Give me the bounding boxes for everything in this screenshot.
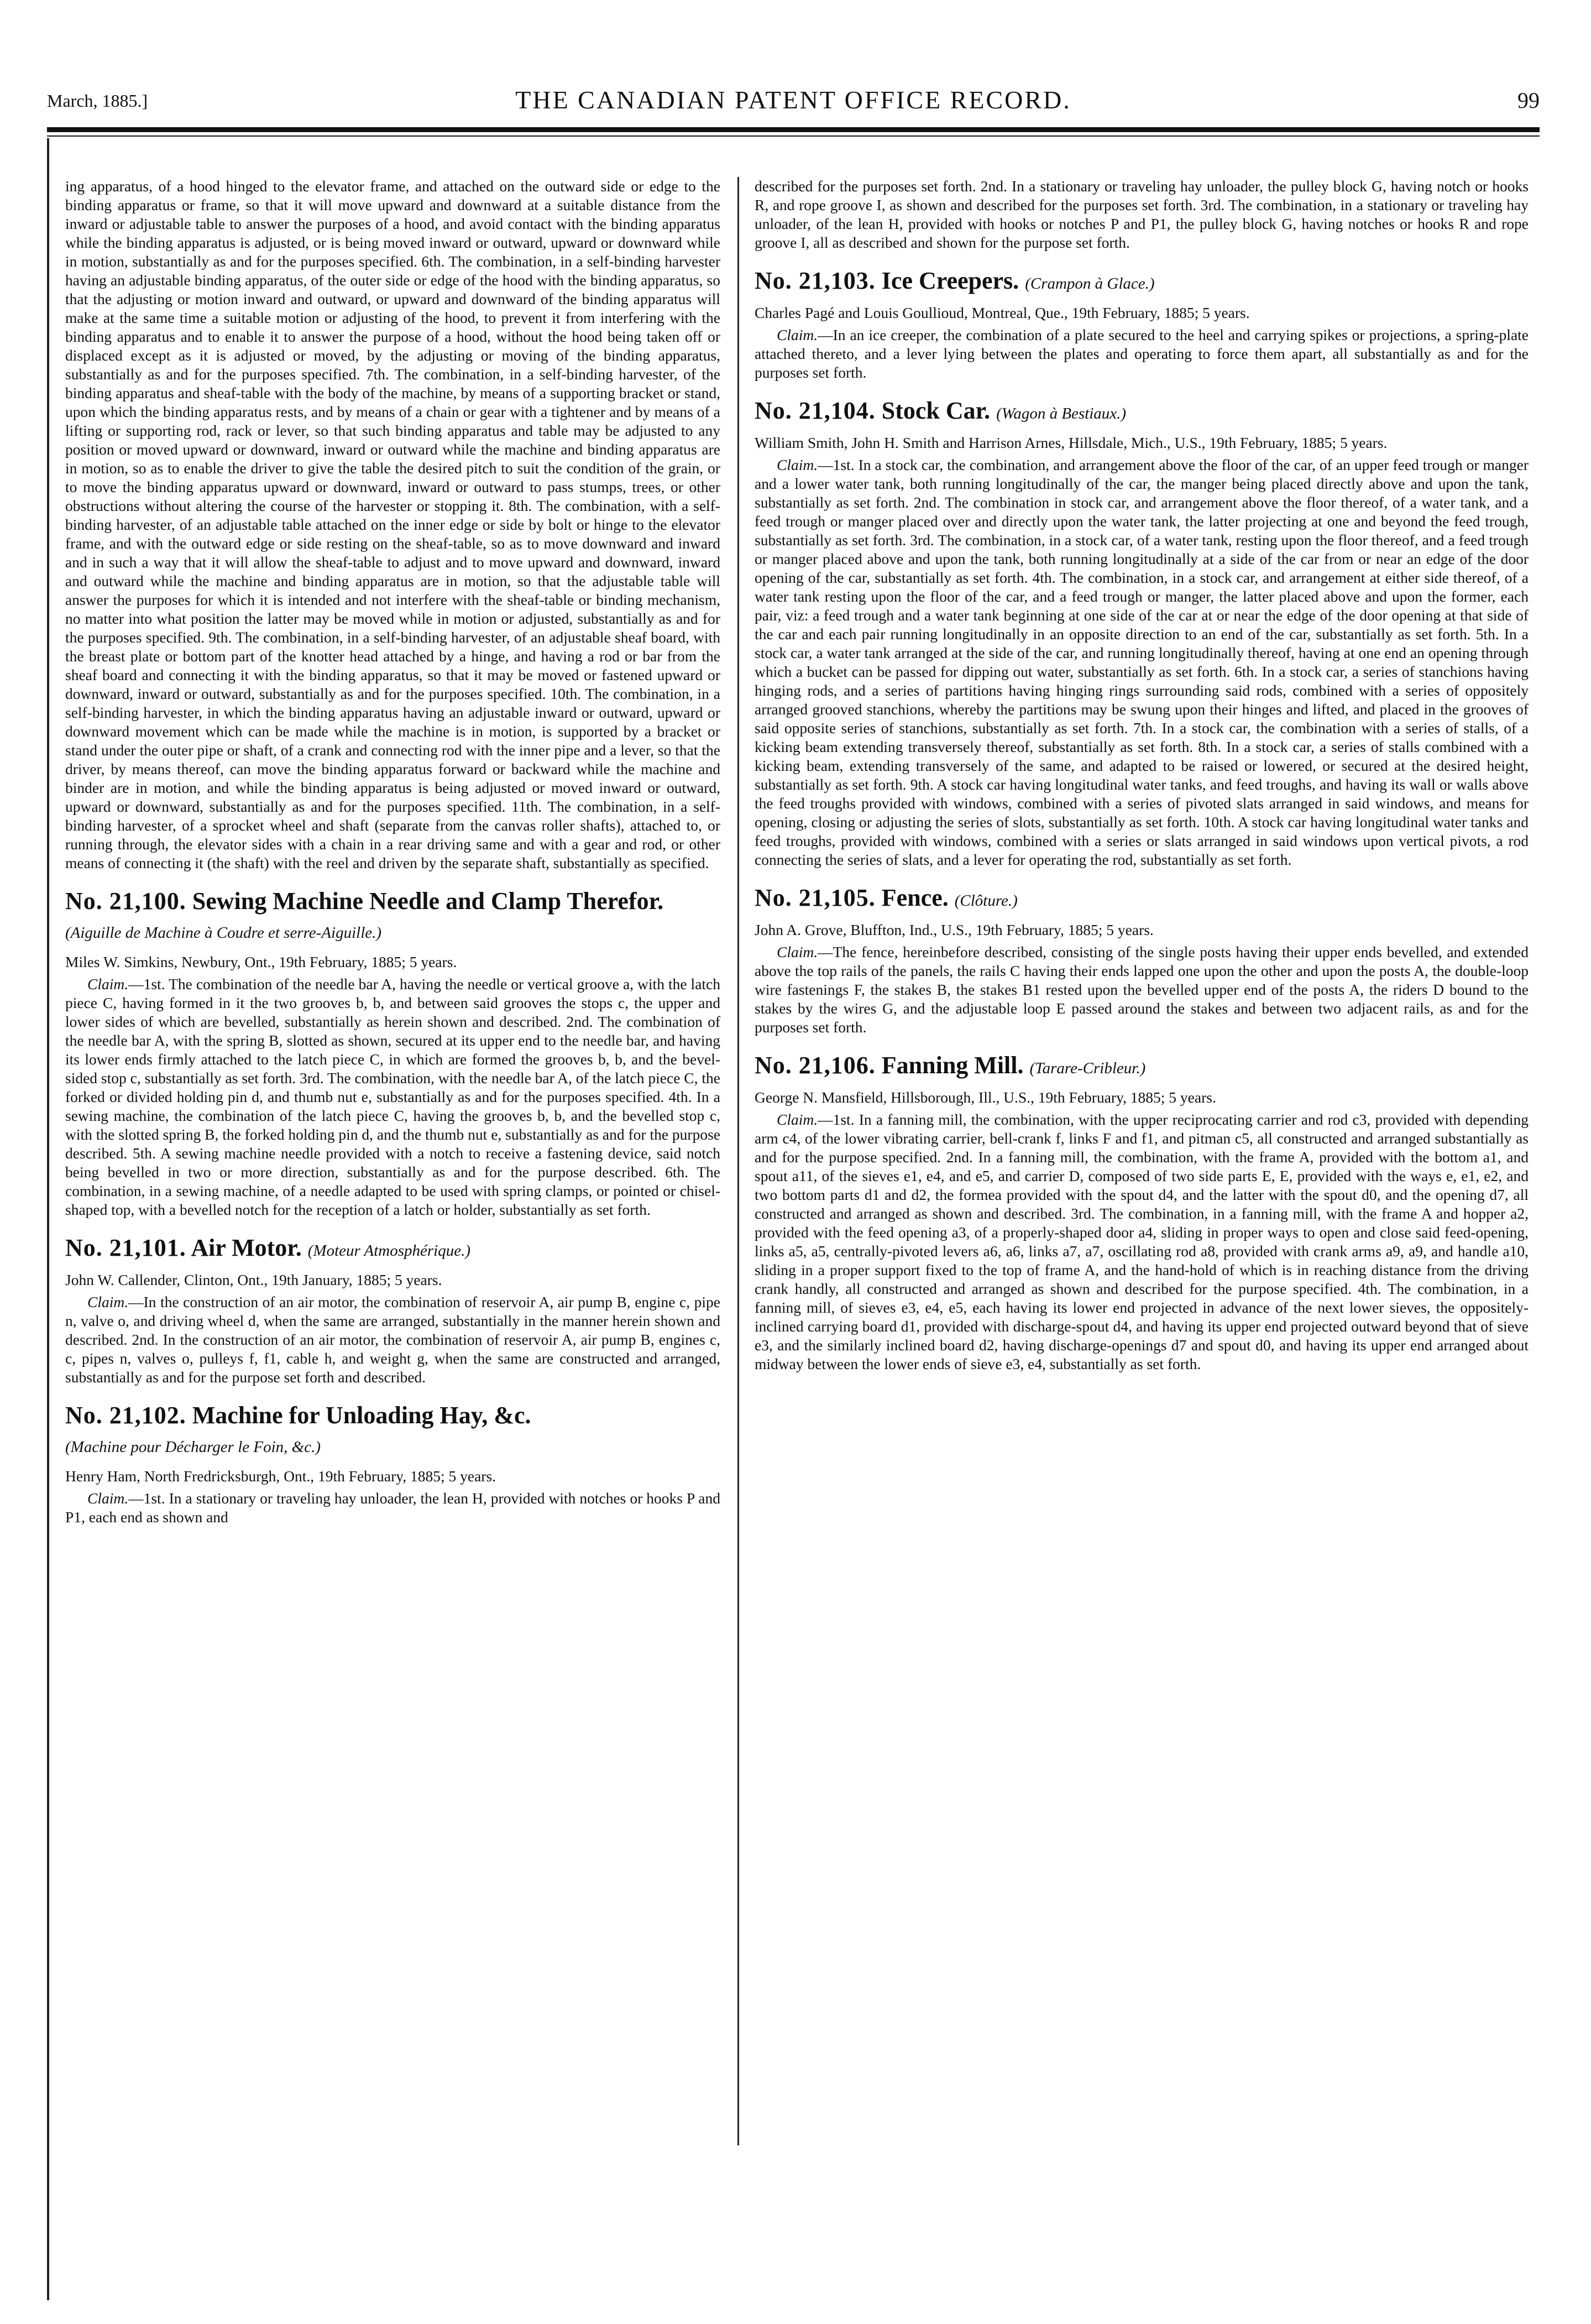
patent-title: Stock Car. <box>881 397 991 424</box>
claim-body: —1st. The combination of the needle bar A, having the needle or vertical groove a, with the latch piece C, having formed in it the two grooves b, b, and between said grooves the stops c, the upper and lower sides of which are bevelled, substantially as herein shown and described. 2nd. The combination of the needle bar A, with the spring B, slotted as shown, secured at its upper end to the needle bar, and having its lower ends firmly attached to the latch piece C, in which are formed the grooves b, b, and the bevel-sided stop c, substantially as set forth. 3rd. The combination, with the needle bar A, of the latch piece C, the forked or divided holding pin d, and thumb nut e, substantially as and for the purposes specified. 4th. In a sewing machine, the combination of the latch piece C, having the grooves b, b, and the bevelled stop c, with the slotted spring B, the forked holding pin d, and the thumb nut e, substantially as and for the purpose described. 5th. A sewing machine needle provided with a notch to receive a fastening device, said notch being bevelled in two or more direction, substantially as and for the purpose described. 6th. The combination, in a sewing machine, of a needle adapted to be used with spring clamps, or pointed or chisel-shaped top, with a bevelled notch for the reception of a latch or holder, substantially as set forth. <box>65 975 720 1218</box>
running-head <box>47 83 1540 122</box>
french-title: (Moteur Atmosphérique.) <box>307 1242 471 1260</box>
inventor-line: Charles Pagé and Louis Goullioud, Montreal, Que., 19th February, 1885; 5 years. <box>755 304 1250 321</box>
page-number: 99 <box>1517 88 1540 113</box>
french-title: (Machine pour Décharger le Foin, &c.) <box>65 1438 321 1456</box>
patent-entry <box>755 267 1529 382</box>
claim-body: —In an ice creeper, the combination of a plate secured to the heel and carrying spikes or projections, a spring-plate attached thereto, and a lever lying between the plates and operating to force them apart, all substantially as and for the purposes set forth. <box>755 326 1529 381</box>
claim-body: —In the construction of an air motor, the combination of reservoir A, air pump B, engine c, pipe n, valve o, and driving wheel d, when the same are arranged, substantially in the manner herein shown and described. 2nd. In the construction of an air motor, the combination of reservoir A, air pump B, engines c, c, pipes n, valves o, pulleys f, f1, cable h, and weight g, when the same are constructed and arranged, substantially as and for the purpose set forth and described. <box>65 1293 720 1386</box>
patent-number: No. 21,102. <box>65 1402 186 1429</box>
claim-text <box>65 1293 720 1387</box>
patent-heading <box>755 884 1529 915</box>
patent-entry <box>755 1051 1529 1373</box>
patent-title: Machine for Unloading Hay, &c. <box>192 1402 531 1429</box>
left-column <box>65 177 720 1527</box>
inventor-line: John W. Callender, Clinton, Ont., 19th January, 1885; 5 years. <box>65 1271 442 1288</box>
inventor-line: William Smith, John H. Smith and Harrison Arnes, Hillsdale, Mich., U.S., 19th February, 1885; 5 years. <box>755 434 1388 451</box>
patent-entry <box>65 1234 720 1387</box>
claim-text <box>65 1489 720 1527</box>
header-rule-thin <box>47 135 1540 137</box>
claim-text <box>755 456 1529 869</box>
claim-body: —1st. In a stock car, the combination, and arrangement above the floor of the car, of an upper feed trough or manger and a lower water tank, both running longitudinally of the car, the manger being placed directly above and upon the tank, substantially as set forth. 2nd. The combination in stock car, and arrangement above the floor thereof, of a water tank, and a feed trough or manger placed over and directly upon the water tank, the latter projecting at one and beyond the feed trough, substantially as set forth. 3rd. The combination, in a stock car, of a water tank, resting upon the floor thereof, and a feed trough or manger placed above and upon the tank, both running longitudinally at a side of the car from or near an edge of the door opening of the car, substantially as set forth. 4th. The combination, in a stock car, and arrangement at either side thereof, of a water tank resting upon the floor of the car, and a feed trough or manger, the latter placed above and upon the former, each pair, viz: a feed trough and a water tank beginning at one side of the car at or near the edge of the door opening at that side of the car and each pair running longitudinally in an opposite direction to an end of the car, substantially as set forth. 5th. In a stock car, a water tank arranged at the side of the car, and running longitudinally thereof, having at one end an opening through which a bucket can be passed for dipping out water, substantially as set forth. 6th. In a stock car, a series of stanchions having hinging rods, and a series of partitions having hinging rings surrounding said rods, combined with a series of oppositely arranged grooved stanchions, whereby the partitions may be swung upon their hinges and lifted, and placed in the grooves of said opposite series of stanchions, substantially as set forth. 7th. In a stock car, the combination with a series of stalls, of a kicking beam extending transversely thereof, substantially as set forth. 8th. In a stock car, a series of stalls combined with a kicking beam, extending transversely of the same, and adapted to be raised or lowered, or secured at the desired height, substantially as set forth. 9th. A stock car having longitudinal water tanks, and feed troughs, and having its wall or walls above the feed troughs provided with windows, combined with a series of pivoted slats arranged in said windows, and means for opening, closing or adjusting the series of slots, substantially as set forth. 10th. A stock car having longitudinal water tanks and feed troughs, provided with windows, combined with a series or slats arranged in said windows upon vertical pivots, a rod connecting the series of slats, and a lever for operating the rod, substantially as set forth. <box>755 456 1529 868</box>
patent-title: Sewing Machine Needle and Clamp Therefor. <box>192 887 664 915</box>
inventor-line: George N. Mansfield, Hillsborough, Ill., U.S., 19th February, 1885; 5 years. <box>755 1089 1216 1106</box>
continued-claim-text: ing apparatus, of a hood hinged to the elevator frame, and attached on the outward side or edge to the binding apparatus or frame, so that it will move upward and downward at a suitable distance from the inward or adjustable table to answer the purposes of a hood, and avoid contact with the binding apparatus while the binding apparatus is adjusted, or is being moved inward or outward, upward or downward while in motion, substantially as and for the purposes specified. 6th. The combination, in a self-binding harvester having an adjustable binding apparatus, of the outer side or edge of the hood with the binding apparatus, so that the adjusting or motion inward and outward, or upward and downward of the binding apparatus will make at the same time a suitable motion or adjusting of the hood, to prevent it from interfering with the binding apparatus and to enable it to answer the purpose of a hood, without the hood being taken off or displaced except as it is adjusted or moved, by the adjusting or moving of the binding apparatus, substantially as and for the purposes specified. 7th. The combination, in a self-binding harvester, of the binding apparatus and sheaf-table with the body of the machine, by means of a supporting bracket or stand, upon which the binding apparatus rests, and by means of a chain or gear with a tightener and by means of a lifting or supporting rod, rack or lever, so that such binding apparatus and table may be adjusted to any position or moved upward or downward, inward or outward while the machine and binding apparatus are in motion, so as to enable the driver to give the table the desired pitch to suit the condition of the grain, or to move the binding apparatus upward or downward, inward or outward to pass stumps, trees, or other obstructions without altering the course of the harvester or stopping it. 8th. The combination, with a self-binding harvester, of an adjustable table attached on the inner edge or side by bolt or hinge to the elevator frame, and with the outward edge or side resting on the sheaf-table, so as to move downward and inward and in such a way that it will allow the sheaf-table to adjust and to move upward and downward, inward and outward while the machine and binding apparatus are in motion, so that the adjustable table will answer the purposes for which it is intended and not interfere with the sheaf-table or binding mechanism, no matter into what position the latter may be moved while in motion or adjusted, substantially as and for the purposes specified. 9th. The combination, in a self-binding harvester, of an adjustable sheaf board, with the breast plate or bottom part of the knotter head attached by a hinge, and having a rod or bar from the sheaf board and connecting it with the binding apparatus, so that it may be moved or fastened upward or downward, inward or outward, substantially as and for the purposes specified. 10th. The combination, in a self-binding harvester, in which the binding apparatus having an adjustable inward or outward, upward or downward movement which can be made while the machine is in motion, is supported by a bracket or stand under the outer pipe or shaft, of a crank and connecting rod with the inner pipe and a lever, so that the driver, by means thereof, can move the binding apparatus forward or backward while the machine and binder are in motion, and while the binding apparatus is being adjusted or moved inward or outward, upward or downward, substantially as and for the purposes specified. 11th. The combination, in a self-binding harvester, of a sprocket wheel and shaft (separate from the canvas roller shafts), attached to, or running through, the elevator sides with a chain in a rear driving same and with a gear and rod, or other means of connecting it (the shaft) with the reel and driven by the separate shaft, substantially as specified. <box>65 177 720 871</box>
patent-number: No. 21,106. <box>755 1052 876 1079</box>
patent-title: Ice Creepers. <box>881 267 1019 294</box>
claim-body: —The fence, hereinbefore described, consisting of the single posts having their upper ends bevelled, and extended above the top rails of the panels, the rails C having their ends lapped one upon the other and upon the posts A, the double-loop wire fastenings F, the stakes B, the stakes B1 rested upon the bevelled upper end of the posts A, the riders D bound to the stakes by the wires G, and the adjustable loop E passed around the stakes and between two adjacent rails, as and for the purposes set forth. <box>755 943 1529 1036</box>
french-title: (Tarare-Cribleur.) <box>1029 1059 1146 1077</box>
patent-heading <box>755 396 1529 428</box>
french-title: (Wagon à Bestiaux.) <box>996 405 1127 422</box>
patent-title: Air Motor. <box>191 1234 302 1261</box>
claim-text <box>65 975 720 1219</box>
french-title: (Crampon à Glace.) <box>1025 275 1155 293</box>
patent-entry <box>755 884 1529 1037</box>
patent-entry <box>65 887 720 1219</box>
claim-label: Claim. <box>777 943 818 960</box>
claim-text <box>755 326 1529 382</box>
inventor-line: Henry Ham, North Fredricksburgh, Ont., 19th February, 1885; 5 years. <box>65 1467 496 1485</box>
patent-heading <box>65 1401 720 1461</box>
journal-title: THE CANADIAN PATENT OFFICE RECORD. <box>515 86 1071 114</box>
continued-claim-text: described for the purposes set forth. 2nd. In a stationary or traveling hay unloader, the pulley block G, having notch or hooks R, and rope groove I, as shown and described for the purposes set forth. 3rd. The combination, in a stationary or traveling hay unloader, of the lean H, provided with hooks or notches P and P1, the pulley block G, having notches or hooks R and rope groove I, all as described and shown for the purpose set forth. <box>755 177 1529 251</box>
claim-label: Claim. <box>87 1293 129 1310</box>
french-title: (Aiguille de Machine à Coudre et serre-Aiguille.) <box>65 924 382 942</box>
claim-label: Claim. <box>777 326 818 343</box>
patent-entry <box>65 1401 720 1527</box>
claim-label: Claim. <box>777 456 818 473</box>
claim-body: —1st. In a fanning mill, the combination, with the upper reciprocating carrier and rod c3, provided with depending arm c4, of the lower vibrating carrier, bell-crank f, links F and f1, and pitman c5, all constructed and arranged substantially as and for the purpose specified. 2nd. In a fanning mill, the combination, with the frame A, provided with the bottom a1, and spout a11, of the sieves e1, e4, and e5, and carrier D, composed of two side parts E, E, provided with the ways e, e1, e2, and two bottom parts d1 and d2, the formea provided with the spout d4, and the latter with the spout d0, and the opening d7, all constructed and arranged as shown and described. 3rd. The combination, in a fanning mill, with the frame A and hopper a2, provided with the feed opening a3, of a properly-shaped door a4, sliding in proper ways to open and close said feed-opening, links a5, a5, centrally-pivoted levers a6, a6, links a7, a7, oscillating rod a8, provided with crank arms a9, a9, and handle a10, sliding in a proper support fixed to the top of frame A, and the hand-hold of which is in reaching distance from the driving crank handly, all constructed and arranged as shown and described for the purpose specified. 4th. The combination, in a fanning mill, of sieves e3, e4, e5, each having its lower end projected in advance of the next lower sieves, the oppositely-inclined carrying board d1, provided with discharge-spout d4, and having its upper end projected outward beyond that of sieve e3, and the similarly inclined board d2, having discharge-openings d7 and spout d0, and having its upper end arranged about midway between the lower ends of sieve e3, e4, substantially as set forth. <box>755 1111 1529 1372</box>
patent-entry <box>755 396 1529 869</box>
patent-number: No. 21,105. <box>755 884 876 911</box>
column-divider <box>737 177 739 2145</box>
inventor-line: John A. Grove, Bluffton, Ind., U.S., 19th February, 1885; 5 years. <box>755 921 1154 938</box>
claim-body: —1st. In a stationary or traveling hay unloader, the lean H, provided with notches or hooks P and P1, each end as shown and <box>65 1490 720 1526</box>
claim-text <box>755 943 1529 1037</box>
claim-label: Claim. <box>777 1111 818 1128</box>
patent-number: No. 21,104. <box>755 397 876 424</box>
patent-heading <box>65 1234 720 1265</box>
inventor-line: Miles W. Simkins, Newbury, Ont., 19th February, 1885; 5 years. <box>65 953 457 970</box>
patent-title: Fanning Mill. <box>881 1052 1024 1079</box>
patent-title: Fence. <box>881 884 949 911</box>
issue-date: March, 1885.] <box>47 91 148 111</box>
header-rule <box>47 127 1540 132</box>
patent-number: No. 21,103. <box>755 267 876 294</box>
patent-heading <box>755 1051 1529 1083</box>
patent-number: No. 21,100. <box>65 887 186 915</box>
left-border-rule <box>47 138 49 2300</box>
patent-number: No. 21,101. <box>65 1234 186 1261</box>
claim-label: Claim. <box>87 1490 129 1507</box>
claim-text <box>755 1110 1529 1373</box>
french-title: (Clôture.) <box>954 892 1018 910</box>
patent-heading <box>65 887 720 947</box>
right-column <box>755 177 1529 1373</box>
claim-label: Claim. <box>87 975 129 993</box>
patent-heading <box>755 267 1529 298</box>
